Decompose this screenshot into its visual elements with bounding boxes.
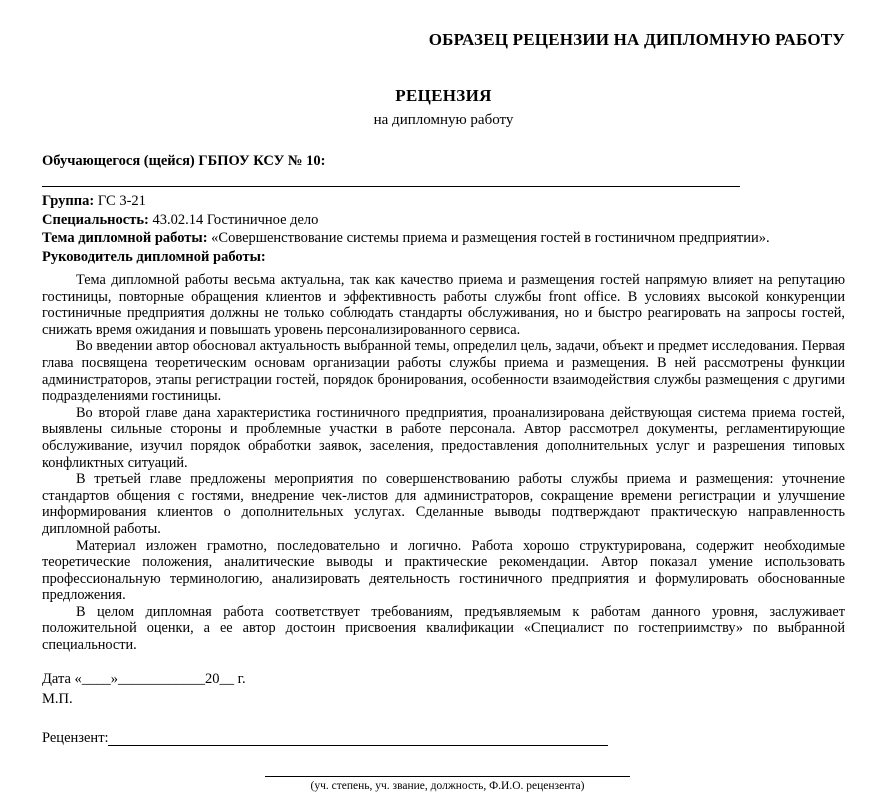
field-supervisor (42, 248, 845, 267)
field-specialty (42, 211, 845, 230)
supervisor-label: Руководитель дипломной работы: (42, 248, 266, 265)
body-paragraph: Во введении автор обосновал актуальность выбранной темы, определил цель, задачи, объект и предмет исследования. Первая глава посвящена теоретическим основам организации работы службы приема и размещения. В ней рассмотрены функции администраторов, этапы регистрации гостей, порядок бронирования, особенности взаимодействия службы размещения с другими подразделениями гостиницы. (42, 338, 845, 405)
body-paragraph: В целом дипломная работа соответствует требованиям, предъявляемым к работам данного уровня, заслуживает положительной оценки, а ее автор достоин присвоения квалификации «Специалист по гостеприимству» по выбранной специальности. (42, 603, 845, 654)
topic-label: Тема дипломной работы: (42, 230, 208, 246)
specialty-value: 43.02.14 Гостиничное дело (152, 211, 319, 228)
body-paragraph: Материал изложен грамотно, последовательно и логично. Работа хорошо структурирована, содержит необходимые теоретические положения, аналитические выводы и практические рекомендации. Автор показал умение использовать профессиональную терминологию, анализировать деятельность гостиничного предприятия и формулировать обоснованные предложения. (42, 537, 845, 604)
group-value: ГС 3-21 (97, 193, 146, 209)
reviewer-label: Рецензент: (42, 730, 109, 746)
field-topic (42, 229, 845, 248)
group-label: Группа: (42, 193, 95, 209)
header-fields (42, 152, 845, 171)
reviewer-signature-rule (108, 745, 608, 746)
reviewer-details-rule (265, 776, 630, 777)
field-student (42, 152, 845, 171)
student-name-rule (42, 186, 740, 187)
specialty-label: Специальность: (42, 211, 149, 228)
date-line: Дата «____»____________20__ г. (42, 671, 246, 687)
body-paragraph: Во второй главе дана характеристика гостиничного предприятия, проанализирована действующая система приема гостей, выявлены сильные стороны и проблемные участки в работе персонала. Автор рассмотрел документы, регламентирующие обслуживание, изучил порядок обработки заявок, заселения, предоставления дополнительных услуг и разрешения типовых конфликтных ситуаций. (42, 404, 845, 471)
body-paragraph: В третьей главе предложены мероприятия по совершенствованию работы службы приема и размещения: уточнение стандартов общения с гостями, внедрение чек-листов для администраторов, сокращение времени регистрации и улучшение информирования клиентов о дополнительных услугах. Сделанные выводы подтверждают практическую направленность дипломной работы. (42, 471, 845, 537)
body-paragraph: Тема дипломной работы весьма актуальна, так как качество приема и размещения гостей напрямую влияет на репутацию гостиницы, повторные обращения клиентов и эффективность работы службы front office. В условиях высокой конкуренции гостиничные предприятия должны не только соблюдать стандарты обслуживания, но и быстро реагировать на запросы гостей, снижать время ожидания и повышать уровень персонализированного сервиса. (42, 272, 845, 338)
stamp-label: М.П. (42, 691, 73, 707)
review-body (42, 272, 845, 654)
reviewer-row (42, 729, 845, 792)
review-title: РЕЦЕНЗИЯ (395, 86, 492, 105)
student-label: Обучающегося (щейся) ГБПОУ КСУ № 10: (42, 153, 326, 169)
reviewer-details-caption: (уч. степень, уч. звание, должность, Ф.И.О. рецензента) (310, 780, 585, 792)
review-subtitle: на дипломную работу (373, 112, 514, 128)
header-fields-lower (42, 192, 845, 266)
page-title: ОБРАЗЕЦ РЕЦЕНЗИИ НА ДИПЛОМНУЮ РАБОТУ (428, 30, 845, 49)
signature-block (42, 670, 845, 792)
topic-value: «Совершенствование системы приема и размещения гостей в гостиничном предприятии». (211, 230, 770, 246)
field-group (42, 192, 845, 211)
